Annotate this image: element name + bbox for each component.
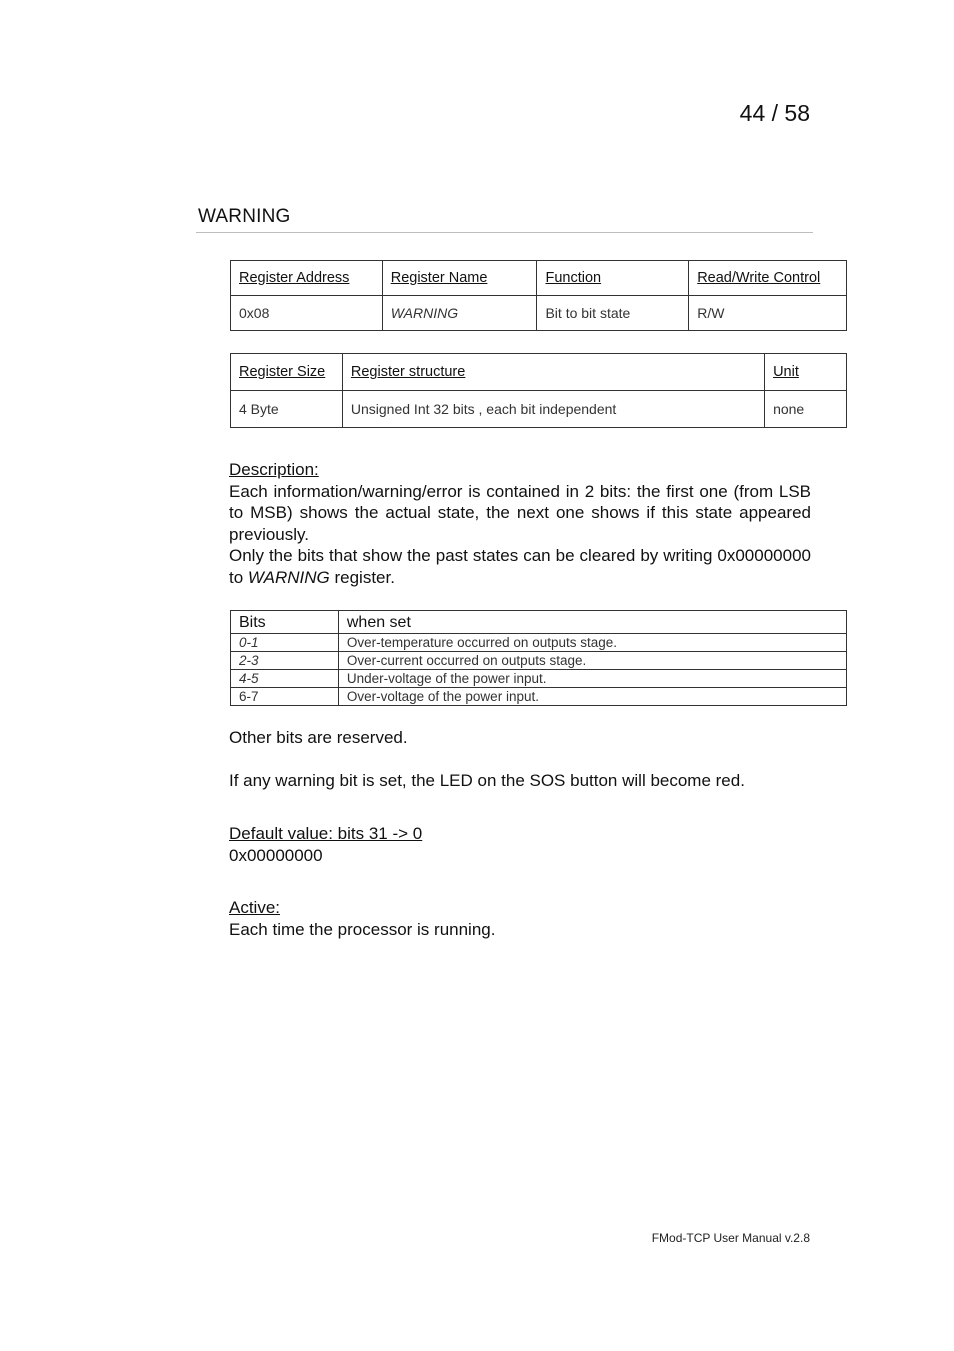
register-size-value: 4 Byte [231, 391, 343, 428]
footer-manual-version: FMod-TCP User Manual v.2.8 [651, 1231, 810, 1245]
header-when-set: when set [338, 611, 846, 634]
description-paragraph-1: Each information/warning/error is contained in 2 bits: the first one (from LSB to MSB) shows the actual state, the next one shows if this state appeared previously. [229, 481, 811, 544]
section-title: WARNING [198, 206, 291, 227]
bits-cell: 2-3 [231, 652, 339, 670]
description-paragraph-2 [229, 545, 811, 588]
bits-header-row [231, 611, 847, 634]
function-value: Bit to bit state [537, 296, 689, 331]
register-address-value: 0x08 [231, 296, 383, 331]
register-structure-value: Unsigned Int 32 bits , each bit independent [342, 391, 764, 428]
active-text: Each time the processor is running. [229, 919, 496, 939]
when-set-cell: Over-temperature occurred on outputs stage. [338, 634, 846, 652]
page-number: 44 / 58 [739, 100, 810, 126]
header-register-name: Register Name [382, 261, 537, 296]
read-write-value: R/W [689, 296, 847, 331]
default-value-section [229, 823, 811, 866]
table-row [231, 634, 847, 652]
register-info-table [230, 260, 847, 331]
description-paragraph-2-text: Only the bits that show the past states can be cleared by writing 0x00000000 to [229, 546, 811, 587]
header-function: Function [537, 261, 689, 296]
header-read-write-control: Read/Write Control [689, 261, 847, 296]
bits-cell: 0-1 [231, 634, 339, 652]
description-register-name: WARNING [247, 567, 330, 587]
header-register-size: Register Size [231, 354, 343, 391]
register-size-table [230, 353, 847, 428]
default-value-heading: Default value: bits 31 -> 0 [229, 824, 423, 843]
reserved-note: Other bits are reserved. [229, 728, 408, 747]
header-register-address: Register Address [231, 261, 383, 296]
register-info-row [231, 296, 847, 331]
header-bits: Bits [231, 611, 339, 634]
description-section [229, 459, 811, 588]
register-info-header-row [231, 261, 847, 296]
table-row [231, 688, 847, 706]
active-section [229, 897, 811, 940]
register-size-header-row [231, 354, 847, 391]
bits-table [230, 610, 847, 706]
register-size-row [231, 391, 847, 428]
led-note: If any warning bit is set, the LED on the SOS button will become red. [229, 771, 745, 790]
when-set-cell: Over-current occurred on outputs stage. [338, 652, 846, 670]
section-divider [196, 232, 813, 233]
description-heading: Description: [229, 460, 319, 479]
default-value: 0x00000000 [229, 845, 323, 865]
table-row [231, 670, 847, 688]
register-name-value: WARNING [382, 296, 537, 331]
unit-value: none [765, 391, 847, 428]
when-set-cell: Under-voltage of the power input. [338, 670, 846, 688]
when-set-cell: Over-voltage of the power input. [338, 688, 846, 706]
header-unit: Unit [765, 354, 847, 391]
active-heading: Active: [229, 898, 281, 917]
table-row [231, 652, 847, 670]
header-register-structure: Register structure [342, 354, 764, 391]
bits-cell: 6-7 [231, 688, 339, 706]
description-paragraph-2-end: register. [329, 567, 395, 587]
bits-cell: 4-5 [231, 670, 339, 688]
